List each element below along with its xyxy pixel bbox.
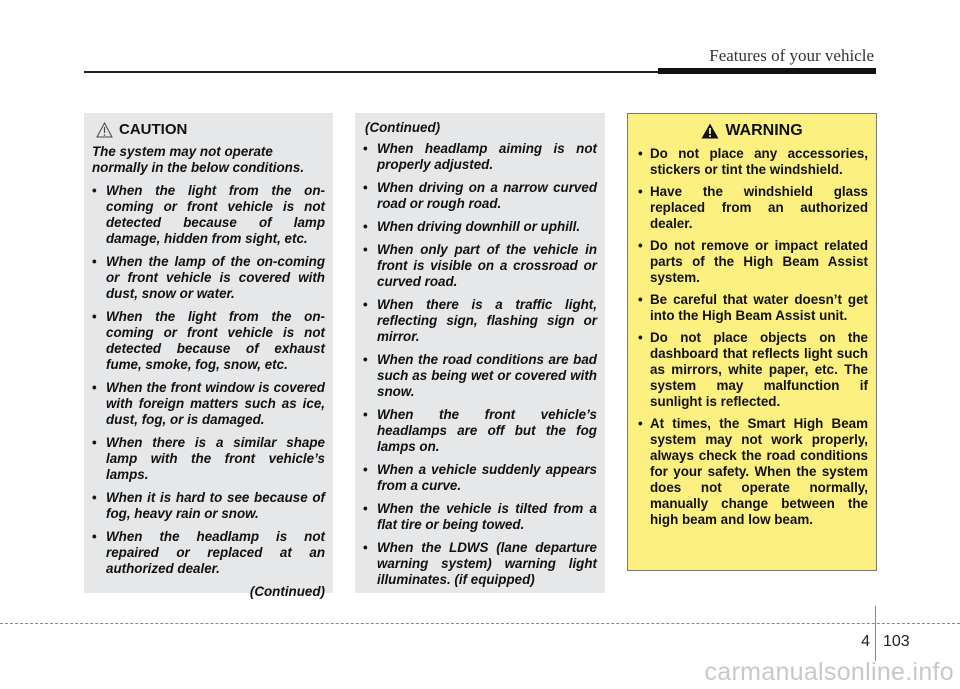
warning-item: • Have the windshield glass replaced from an authorized dealer.: [636, 184, 868, 232]
warning-item: • Be careful that water doesn’t get into the High Beam Assist unit.: [636, 292, 868, 324]
continued-label: (Continued): [249, 584, 325, 599]
warning-item: • Do not remove or impact related parts of the High Beam Assist system.: [636, 238, 868, 286]
footer-divider: [0, 623, 960, 624]
caution-item: • When driving on a narrow curved road or rough road.: [363, 180, 597, 212]
caution-triangle-icon: [96, 122, 113, 138]
caution-item: • When the front window is covered with foreign matters such as ice, dust, fog, or is damaged.: [92, 380, 325, 428]
watermark: carmanualsonline.info: [704, 658, 954, 686]
caution-item: • When the light from the on-coming or front vehicle is not detected because of exhaust fume, smoke, fog, snow, etc.: [92, 309, 325, 373]
caution-item: • When headlamp aiming is not properly adjusted.: [363, 141, 597, 173]
page-header-title: Features of your vehicle: [709, 46, 874, 65]
caution-heading: [96, 121, 325, 138]
continued-label: (Continued): [365, 120, 441, 135]
header-rule: [84, 71, 659, 73]
warning-item: • Do not place objects on the dashboard that reflects light such as mirrors, white paper, etc. The system may malfunction if sunlight is reflected.: [636, 330, 868, 410]
caution-intro: The system may not operate normally in the below conditions.: [92, 144, 305, 175]
caution-item: • When there is a traffic light, reflecting sign, flashing sign or mirror.: [363, 297, 597, 345]
page-number: 103: [883, 633, 910, 650]
caution-item: • When the front vehicle’s headlamps are off but the fog lamps on.: [363, 407, 597, 455]
warning-item: • At times, the Smart High Beam system may not work properly, always check the road conditions for your safety. When the system does not operate normally, manually change between the high beam and low beam.: [636, 416, 868, 528]
caution-item: • When the lamp of the on-coming or front vehicle is covered with dust, snow or water.: [92, 254, 325, 302]
caution-item: • When the vehicle is tilted from a flat tire or being towed.: [363, 501, 597, 533]
caution-item: • When the LDWS (lane departure warning system) warning light illuminates. (if equipped): [363, 540, 597, 588]
warning-item: • Do not place any accessories, stickers or tint the windshield.: [636, 146, 868, 178]
caution-item: • When it is hard to see because of fog, heavy rain or snow.: [92, 490, 325, 522]
caution-panel: [84, 113, 333, 599]
chapter-number: 4: [861, 633, 870, 650]
footer-page-separator: [875, 606, 876, 661]
caution-item: • When the headlamp is not repaired or replaced at an authorized dealer.: [92, 529, 325, 577]
header-rule-accent: [658, 68, 876, 74]
warning-triangle-icon: [701, 123, 719, 139]
caution-item: • When there is a similar shape lamp with the front vehicle’s lamps.: [92, 435, 325, 483]
caution-item: • When only part of the vehicle in front is visible on a crossroad or curved road.: [363, 242, 597, 290]
caution-continued-panel: [355, 113, 605, 593]
warning-heading: [636, 122, 868, 140]
caution-item: • When a vehicle suddenly appears from a curve.: [363, 462, 597, 494]
caution-item: • When driving downhill or uphill.: [363, 219, 597, 235]
caution-item: • When the road conditions are bad such as being wet or covered with snow.: [363, 352, 597, 400]
warning-box: [627, 113, 877, 571]
caution-heading-label: CAUTION: [119, 121, 188, 138]
warning-heading-label: WARNING: [725, 122, 803, 139]
caution-item: • When the light from the on-coming or front vehicle is not detected because of lamp damage, hidden from sight, etc.: [92, 183, 325, 247]
